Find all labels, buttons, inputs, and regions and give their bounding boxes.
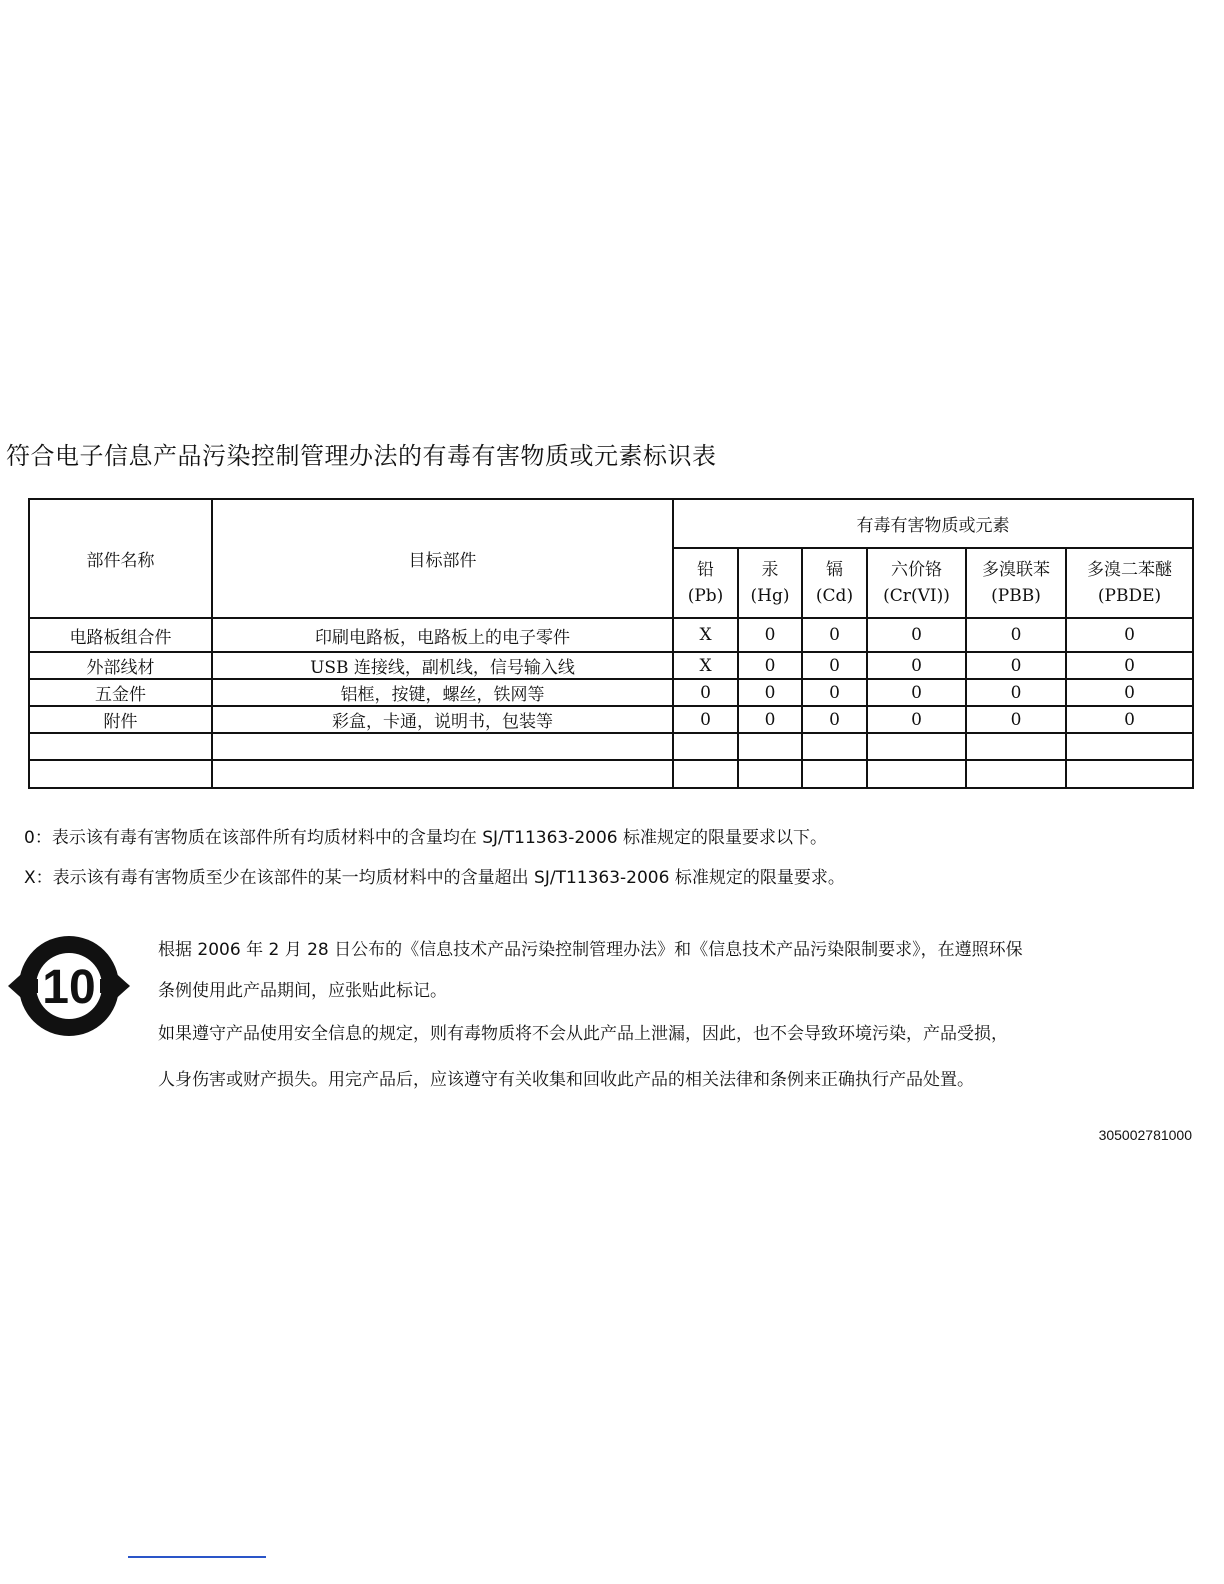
notice-line-4: 人身伤害或财产损失。用完产品后，应该遵守有关收集和回收此产品的相关法律和条例来正确执行产品处置。	[158, 1070, 974, 1090]
target-part-cell	[212, 733, 673, 760]
value-cell	[1066, 733, 1193, 760]
value-cell: 0	[673, 706, 738, 733]
value-cell	[1066, 760, 1193, 788]
target-part-cell: 彩盒，卡通，说明书，包装等	[212, 706, 673, 733]
value-cell: 0	[802, 652, 867, 679]
header-target-part: 目标部件	[212, 499, 673, 618]
value-cell: 0	[738, 652, 802, 679]
value-cell: 0	[802, 618, 867, 652]
target-part-cell: 铝框，按键，螺丝，铁网等	[212, 679, 673, 706]
table-row	[29, 652, 1193, 679]
value-cell: X	[673, 652, 738, 679]
part-number: 305002781000	[1098, 1127, 1192, 1143]
part-name-cell	[29, 733, 212, 760]
part-name-cell	[29, 760, 212, 788]
substance-symbol: (Pb)	[687, 586, 724, 606]
substance-name: 多溴联苯	[982, 560, 1050, 580]
header-part-name: 部件名称	[29, 499, 212, 618]
part-name-cell: 外部线材	[29, 652, 212, 679]
substance-symbol: (PBB)	[991, 586, 1041, 606]
document-title: 符合电子信息产品污染控制管理办法的有毒有害物质或元素标识表	[6, 442, 717, 470]
value-cell: 0	[802, 679, 867, 706]
value-cell: X	[673, 618, 738, 652]
value-cell	[738, 733, 802, 760]
value-cell	[738, 760, 802, 788]
table-row	[29, 679, 1193, 706]
value-cell: 0	[966, 679, 1066, 706]
table-row	[29, 706, 1193, 733]
value-cell: 0	[802, 706, 867, 733]
value-cell: 0	[966, 652, 1066, 679]
substance-header	[867, 548, 966, 618]
target-part-cell	[212, 760, 673, 788]
target-part-cell: USB 连接线，副机线，信号输入线	[212, 652, 673, 679]
value-cell: 0	[867, 679, 966, 706]
value-cell: 0	[867, 706, 966, 733]
table-row	[29, 760, 1193, 788]
value-cell: 0	[966, 706, 1066, 733]
notice-line-2: 条例使用此产品期间，应张贴此标记。	[158, 981, 447, 1001]
legend-o-note: 0：表示该有毒有害物质在该部件所有均质材料中的含量均在 SJ/T11363-2006 标准规定的限量要求以下。	[24, 828, 828, 848]
value-cell: 0	[738, 706, 802, 733]
part-name-cell: 电路板组合件	[29, 618, 212, 652]
value-cell	[867, 733, 966, 760]
footer-divider	[128, 1556, 266, 1558]
value-cell	[966, 733, 1066, 760]
substance-header	[673, 548, 738, 618]
substance-symbol: (Cd)	[815, 586, 854, 606]
notice-line-1: 根据 2006 年 2 月 28 日公布的《信息技术产品污染控制管理办法》和《信息技术产品污染限制要求》，在遵照环保	[158, 940, 1023, 960]
value-cell: 0	[738, 679, 802, 706]
substance-header	[802, 548, 867, 618]
value-cell: 0	[673, 679, 738, 706]
value-cell: 0	[1066, 618, 1193, 652]
substance-header	[966, 548, 1066, 618]
value-cell	[802, 733, 867, 760]
substance-name: 多溴二苯醚	[1087, 560, 1173, 580]
value-cell	[966, 760, 1066, 788]
substance-name: 镉	[826, 560, 843, 580]
value-cell: 0	[867, 652, 966, 679]
part-name-cell: 五金件	[29, 679, 212, 706]
legend-x-note: X：表示该有毒有害物质至少在该部件的某一均质材料中的含量超出 SJ/T11363-2006 标准规定的限量要求。	[24, 868, 845, 888]
value-cell	[673, 733, 738, 760]
substance-name: 六价铬	[891, 560, 942, 580]
substance-header	[1066, 548, 1193, 618]
value-cell: 0	[966, 618, 1066, 652]
table-row	[29, 733, 1193, 760]
efup-10-icon	[6, 928, 132, 1044]
value-cell	[867, 760, 966, 788]
substance-name: 汞	[761, 560, 779, 580]
substance-header	[738, 548, 802, 618]
value-cell: 0	[1066, 679, 1193, 706]
value-cell: 0	[1066, 706, 1193, 733]
substance-symbol: (Hg)	[750, 586, 790, 606]
value-cell	[673, 760, 738, 788]
value-cell	[802, 760, 867, 788]
efup-number: 10	[42, 961, 96, 1014]
substance-symbol: (Cr(VI))	[883, 586, 950, 606]
table-row	[29, 618, 1193, 652]
target-part-cell: 印刷电路板，电路板上的电子零件	[212, 618, 673, 652]
substance-name: 铅	[697, 560, 714, 580]
value-cell: 0	[867, 618, 966, 652]
header-substances-group: 有毒有害物质或元素	[673, 499, 1193, 548]
part-name-cell: 附件	[29, 706, 212, 733]
value-cell: 0	[738, 618, 802, 652]
notice-line-3: 如果遵守产品使用安全信息的规定，则有毒物质将不会从此产品上泄漏，因此，也不会导致环境污染，产品受损，	[158, 1024, 1008, 1044]
substance-symbol: (PBDE)	[1097, 586, 1162, 606]
hazardous-substances-table	[28, 498, 1194, 789]
value-cell: 0	[1066, 652, 1193, 679]
